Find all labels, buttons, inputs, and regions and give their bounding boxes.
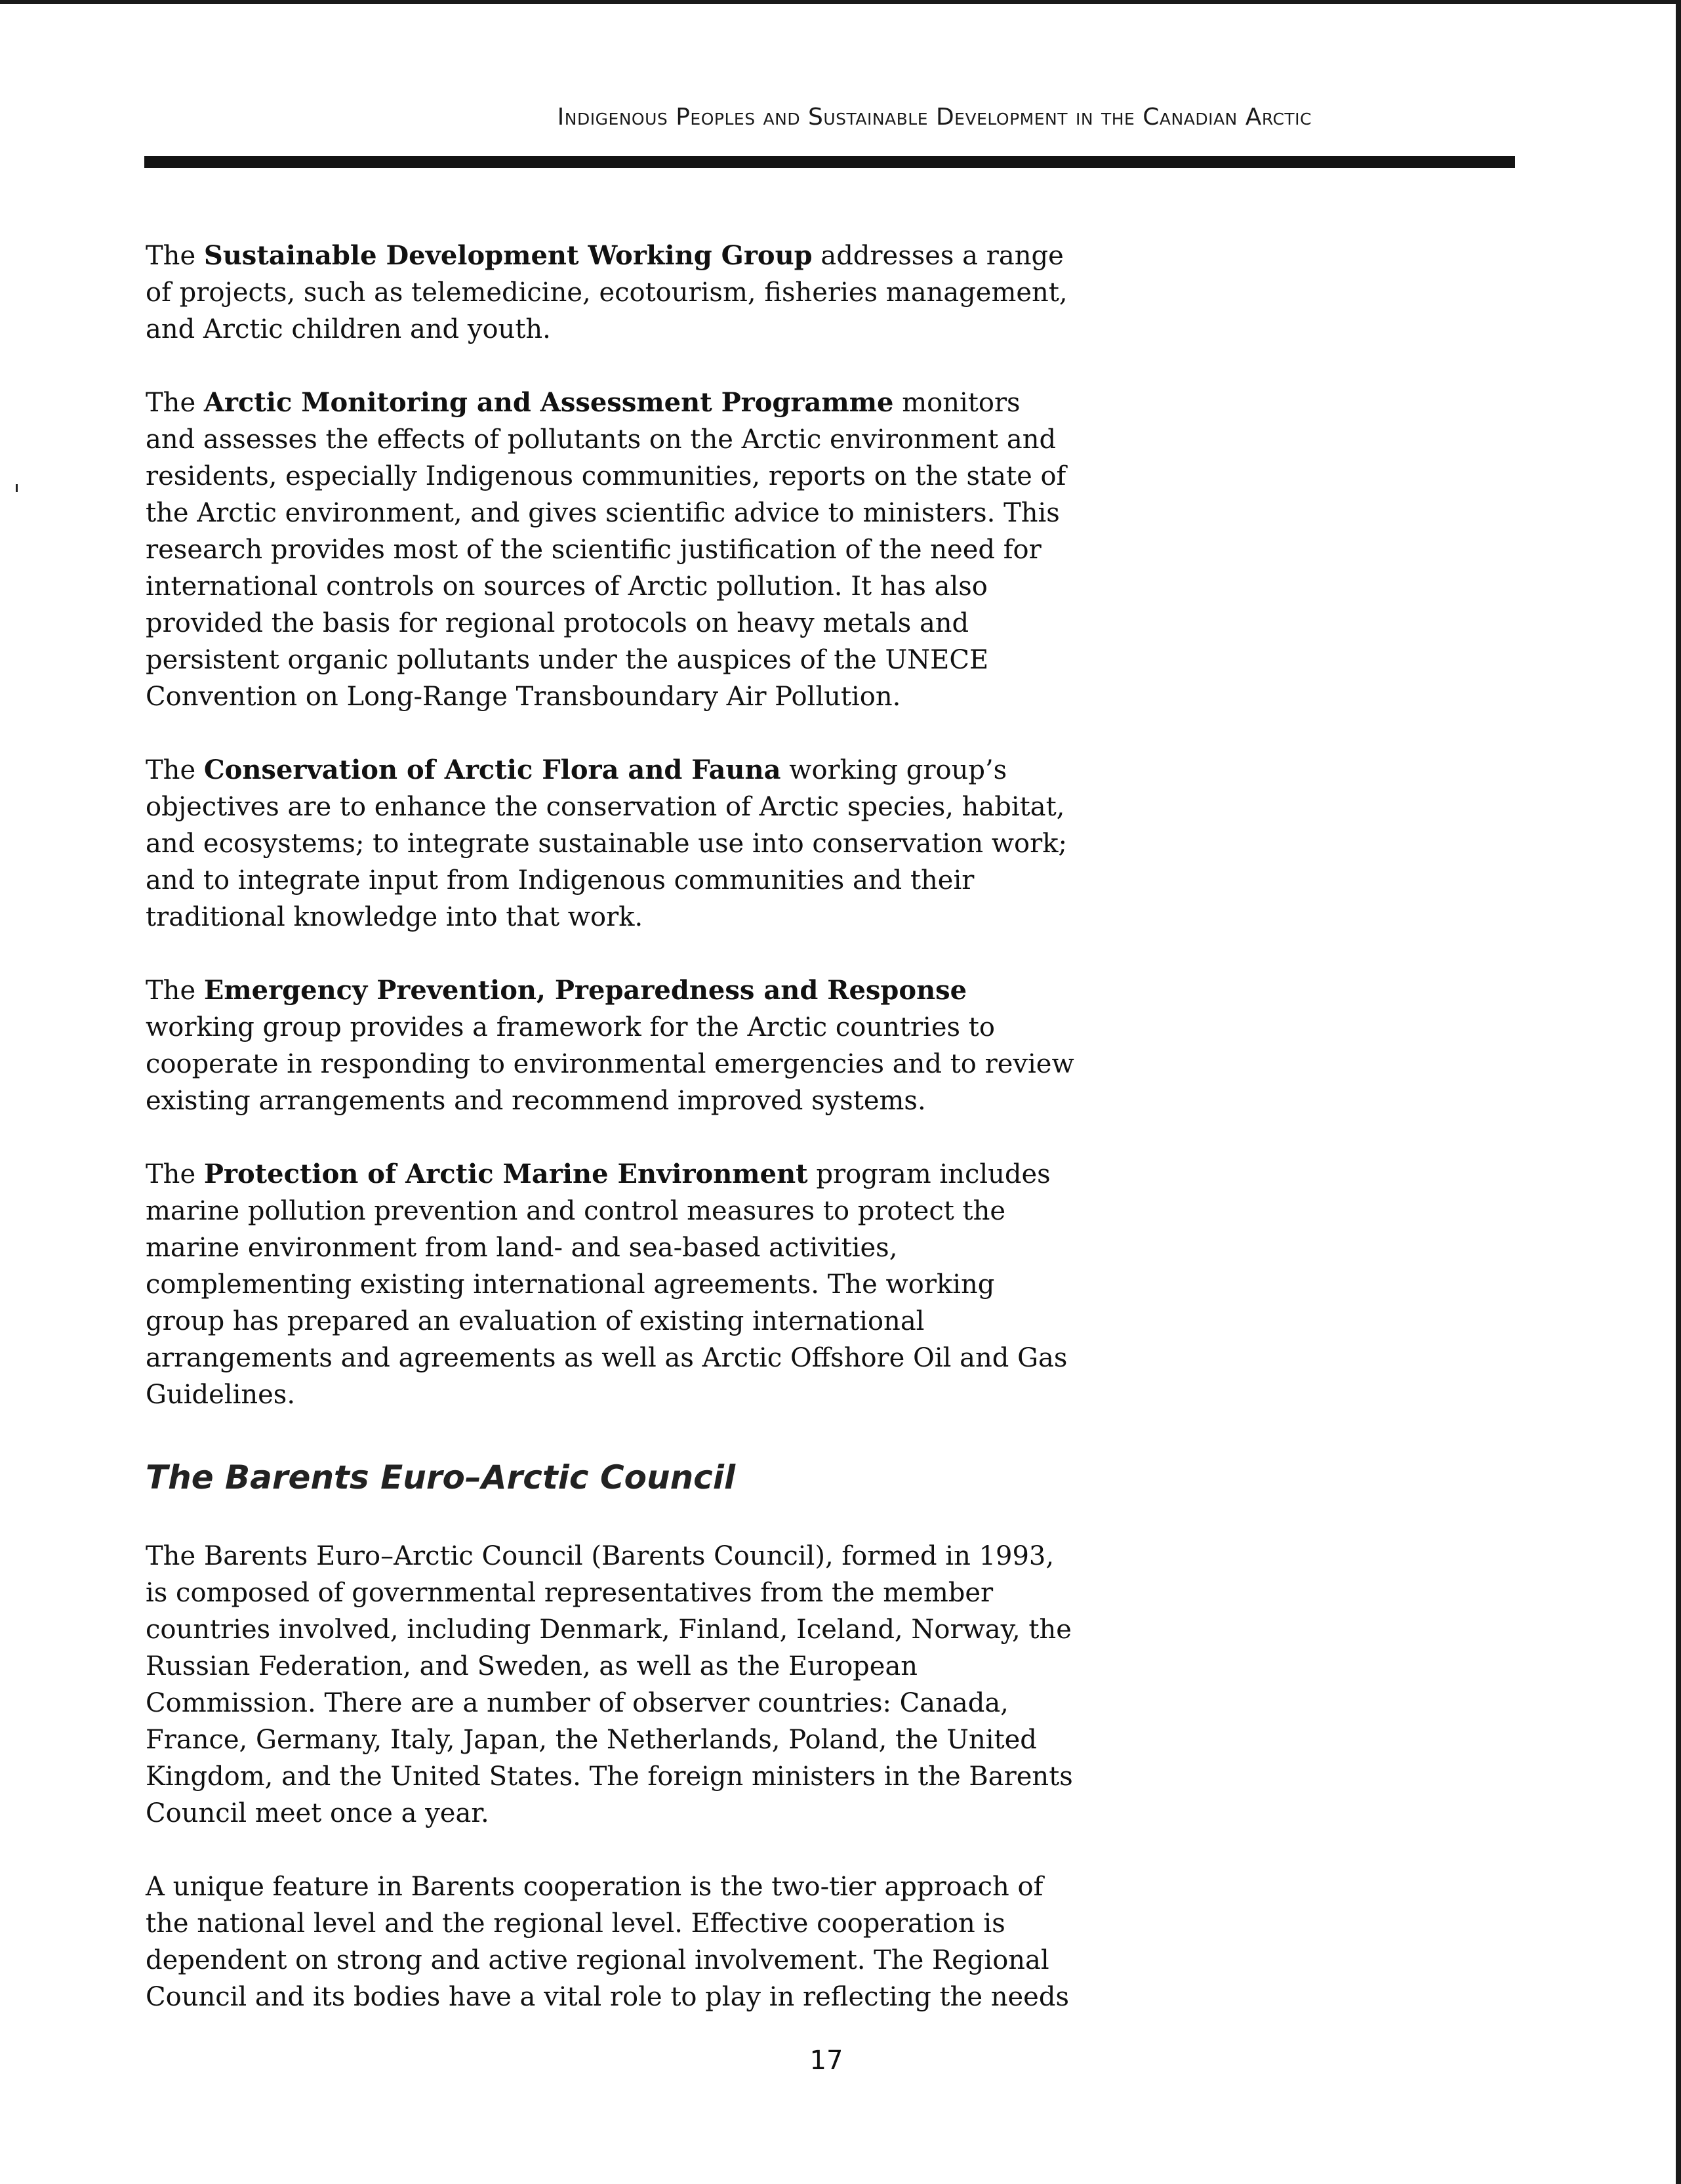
paragraph-pame bbox=[146, 1156, 1077, 1413]
paragraph-sdwg bbox=[146, 237, 1077, 348]
paragraph-bold-term: Emergency Prevention, Preparedness and Response bbox=[203, 975, 967, 1006]
paragraph-caff bbox=[146, 752, 1077, 936]
paragraph-lead: The bbox=[146, 241, 204, 271]
paragraph-text: program includes marine pollution prevention and control measures to protect the marine environment from land- and sea-based activities, complementing existing international agreements. The working group has prepared an evaluation of existing international arrangements and agreements as well as Arctic Offshore Oil and Gas Guidelines. bbox=[146, 1159, 1068, 1410]
paragraph-text: working group provides a framework for the Arctic countries to cooperate in responding to environmental emergencies and to review existing arrangements and recommend improved systems. bbox=[146, 1012, 1074, 1116]
paragraph-lead: The bbox=[146, 1159, 204, 1189]
paragraph-barents-two-tier: A unique feature in Barents cooperation is the two-tier approach of the national level and the regional level. Effective cooperation is dependent on strong and active regional involvement. The Regional Council and its bodies have a vital role to play in reflecting the needs bbox=[146, 1872, 1069, 2012]
page-edge-right bbox=[1676, 0, 1681, 2184]
section-heading: The Barents Euro–Arctic Council bbox=[146, 1458, 736, 1496]
paragraph-amap bbox=[146, 384, 1077, 715]
paragraph-eppr bbox=[146, 972, 1077, 1119]
paragraph-bold-term: Protection of Arctic Marine Environment bbox=[203, 1159, 808, 1189]
paragraph-text: monitors and assesses the effects of pollutants on the Arctic environment and residents, especially Indigenous communities, reports on the state of the Arctic environment, and gives scientific advice to ministers. This research provides most of the scientific justification of the need for international controls on sources of Arctic pollution. It has also provided the basis for regional protocols on heavy metals and persistent organic pollutants under the auspices of the UNECE Convention on Long-Range Transboundary Air Pollution. bbox=[146, 388, 1066, 712]
header-rule bbox=[144, 156, 1515, 168]
paragraph-bold-term: Sustainable Development Working Group bbox=[203, 240, 813, 271]
paragraph-lead: The bbox=[146, 755, 204, 785]
scan-speck bbox=[16, 484, 18, 492]
paragraph-lead: The bbox=[146, 388, 204, 418]
page-number: 17 bbox=[809, 2046, 843, 2076]
paragraph-bold-term: Arctic Monitoring and Assessment Programme bbox=[203, 387, 894, 418]
paragraph-barents-intro: The Barents Euro–Arctic Council (Barents Council), formed in 1993, is composed of governmental representatives from the member countries involved, including Denmark, Finland, Iceland, Norway, the Russian Federation, and Sweden, as well as the European Commission. There are a number of observer countries: Canada, France, Germany, Italy, Japan, the Netherlands, Poland, the United Kingdom, and the United States. The foreign ministers in the Barents Council meet once a year. bbox=[146, 1541, 1073, 1828]
paragraph-lead: The bbox=[146, 976, 204, 1006]
running-header: Indigenous Peoples and Sustainable Development in the Canadian Arctic bbox=[557, 104, 1312, 131]
paragraph-bold-term: Conservation of Arctic Flora and Fauna bbox=[203, 754, 781, 785]
paragraph-text: working group’s objectives are to enhance the conservation of Arctic species, habitat, and ecosystems; to integrate sustainable use into conservation work; and to integrate input from Indigenous communities and their traditional knowledge into that work. bbox=[146, 755, 1067, 932]
paragraph-text: addresses a range of projects, such as telemedicine, ecotourism, fisheries management, and Arctic children and youth. bbox=[146, 241, 1068, 344]
page-edge-top bbox=[0, 0, 1681, 4]
page-body bbox=[146, 237, 1077, 2052]
